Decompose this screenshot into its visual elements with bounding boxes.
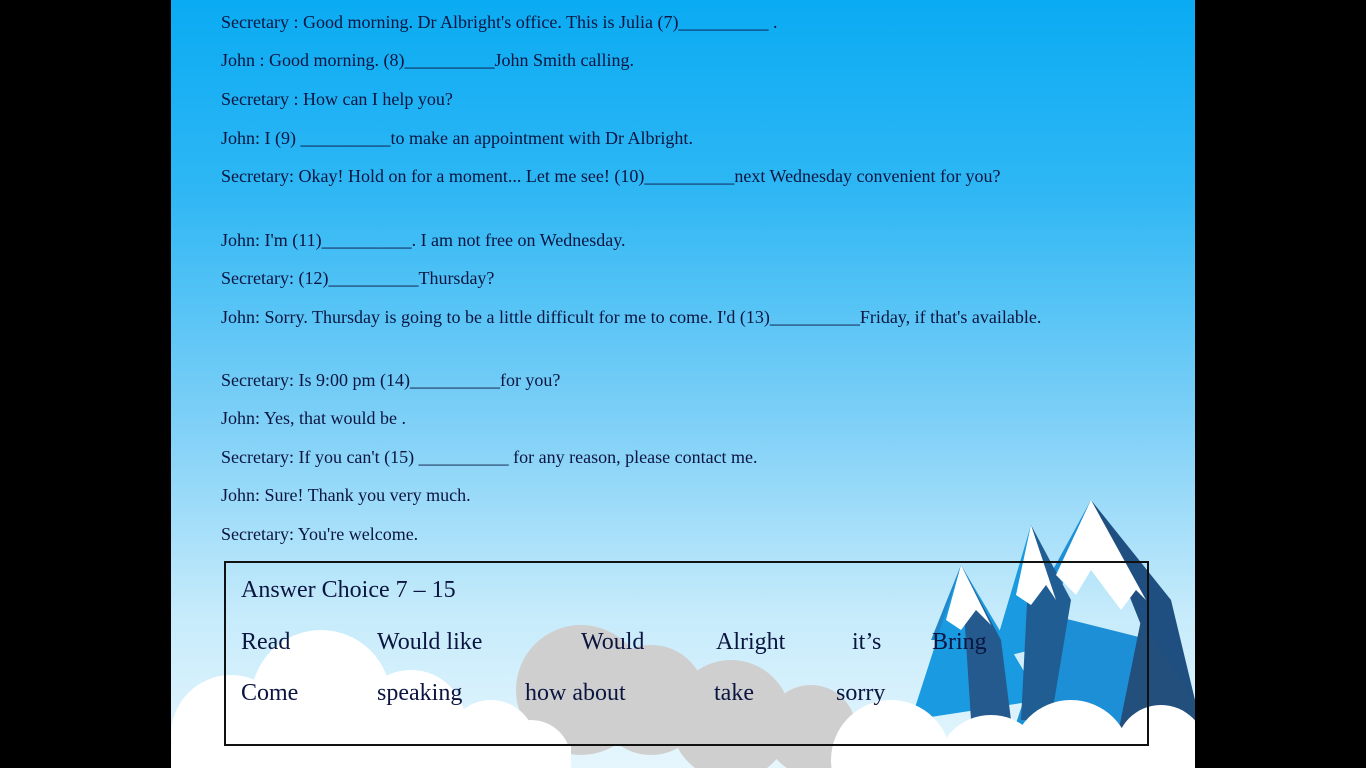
- dialogue-line-8: John: Sorry. Thursday is going to be a little difficult for me to come. I'd (13)__________Friday, if that's available.: [221, 307, 1042, 327]
- choice-word: take: [714, 680, 754, 706]
- dialogue-line-7: Secretary: (12)__________Thursday?: [221, 268, 495, 288]
- choice-word: Alright: [716, 629, 786, 655]
- dialogue-line-5: Secretary: Okay! Hold on for a moment... Let me see! (10)__________next Wednesday convenient for you?: [221, 166, 1001, 186]
- choice-word: Bring: [932, 629, 987, 655]
- choice-word: Come: [241, 680, 299, 706]
- answer-choice-title: Answer Choice 7 – 15: [241, 577, 456, 603]
- choice-word: Would like: [377, 629, 483, 655]
- dialogue-line-9: Secretary: Is 9:00 pm (14)__________for you?: [221, 370, 561, 390]
- dialogue-line-4: John: I (9) __________to make an appointment with Dr Albright.: [221, 128, 693, 148]
- slide: [171, 0, 1195, 768]
- dialogue-line-2: John : Good morning. (8)__________John Smith calling.: [221, 50, 634, 70]
- choice-word: sorry: [836, 680, 886, 706]
- dialogue-line-12: John: Sure! Thank you very much.: [221, 485, 471, 505]
- choice-word: Read: [241, 629, 291, 655]
- choice-word: speaking: [377, 680, 463, 706]
- dialogue-line-11: Secretary: If you can't (15) __________ for any reason, please contact me.: [221, 447, 758, 467]
- choice-word: how about: [525, 680, 626, 706]
- choice-word: Would: [581, 629, 645, 655]
- dialogue-line-6: John: I'm (11)__________. I am not free on Wednesday.: [221, 230, 626, 250]
- dialogue-line-3: Secretary : How can I help you?: [221, 89, 453, 109]
- answer-choice-box: [224, 561, 1149, 746]
- dialogue-line-13: Secretary: You're welcome.: [221, 524, 419, 544]
- dialogue-line-1: Secretary : Good morning. Dr Albright's office. This is Julia (7)__________ .: [221, 12, 778, 32]
- dialogue-line-10: John: Yes, that would be .: [221, 408, 407, 428]
- choice-word: it’s: [852, 629, 882, 655]
